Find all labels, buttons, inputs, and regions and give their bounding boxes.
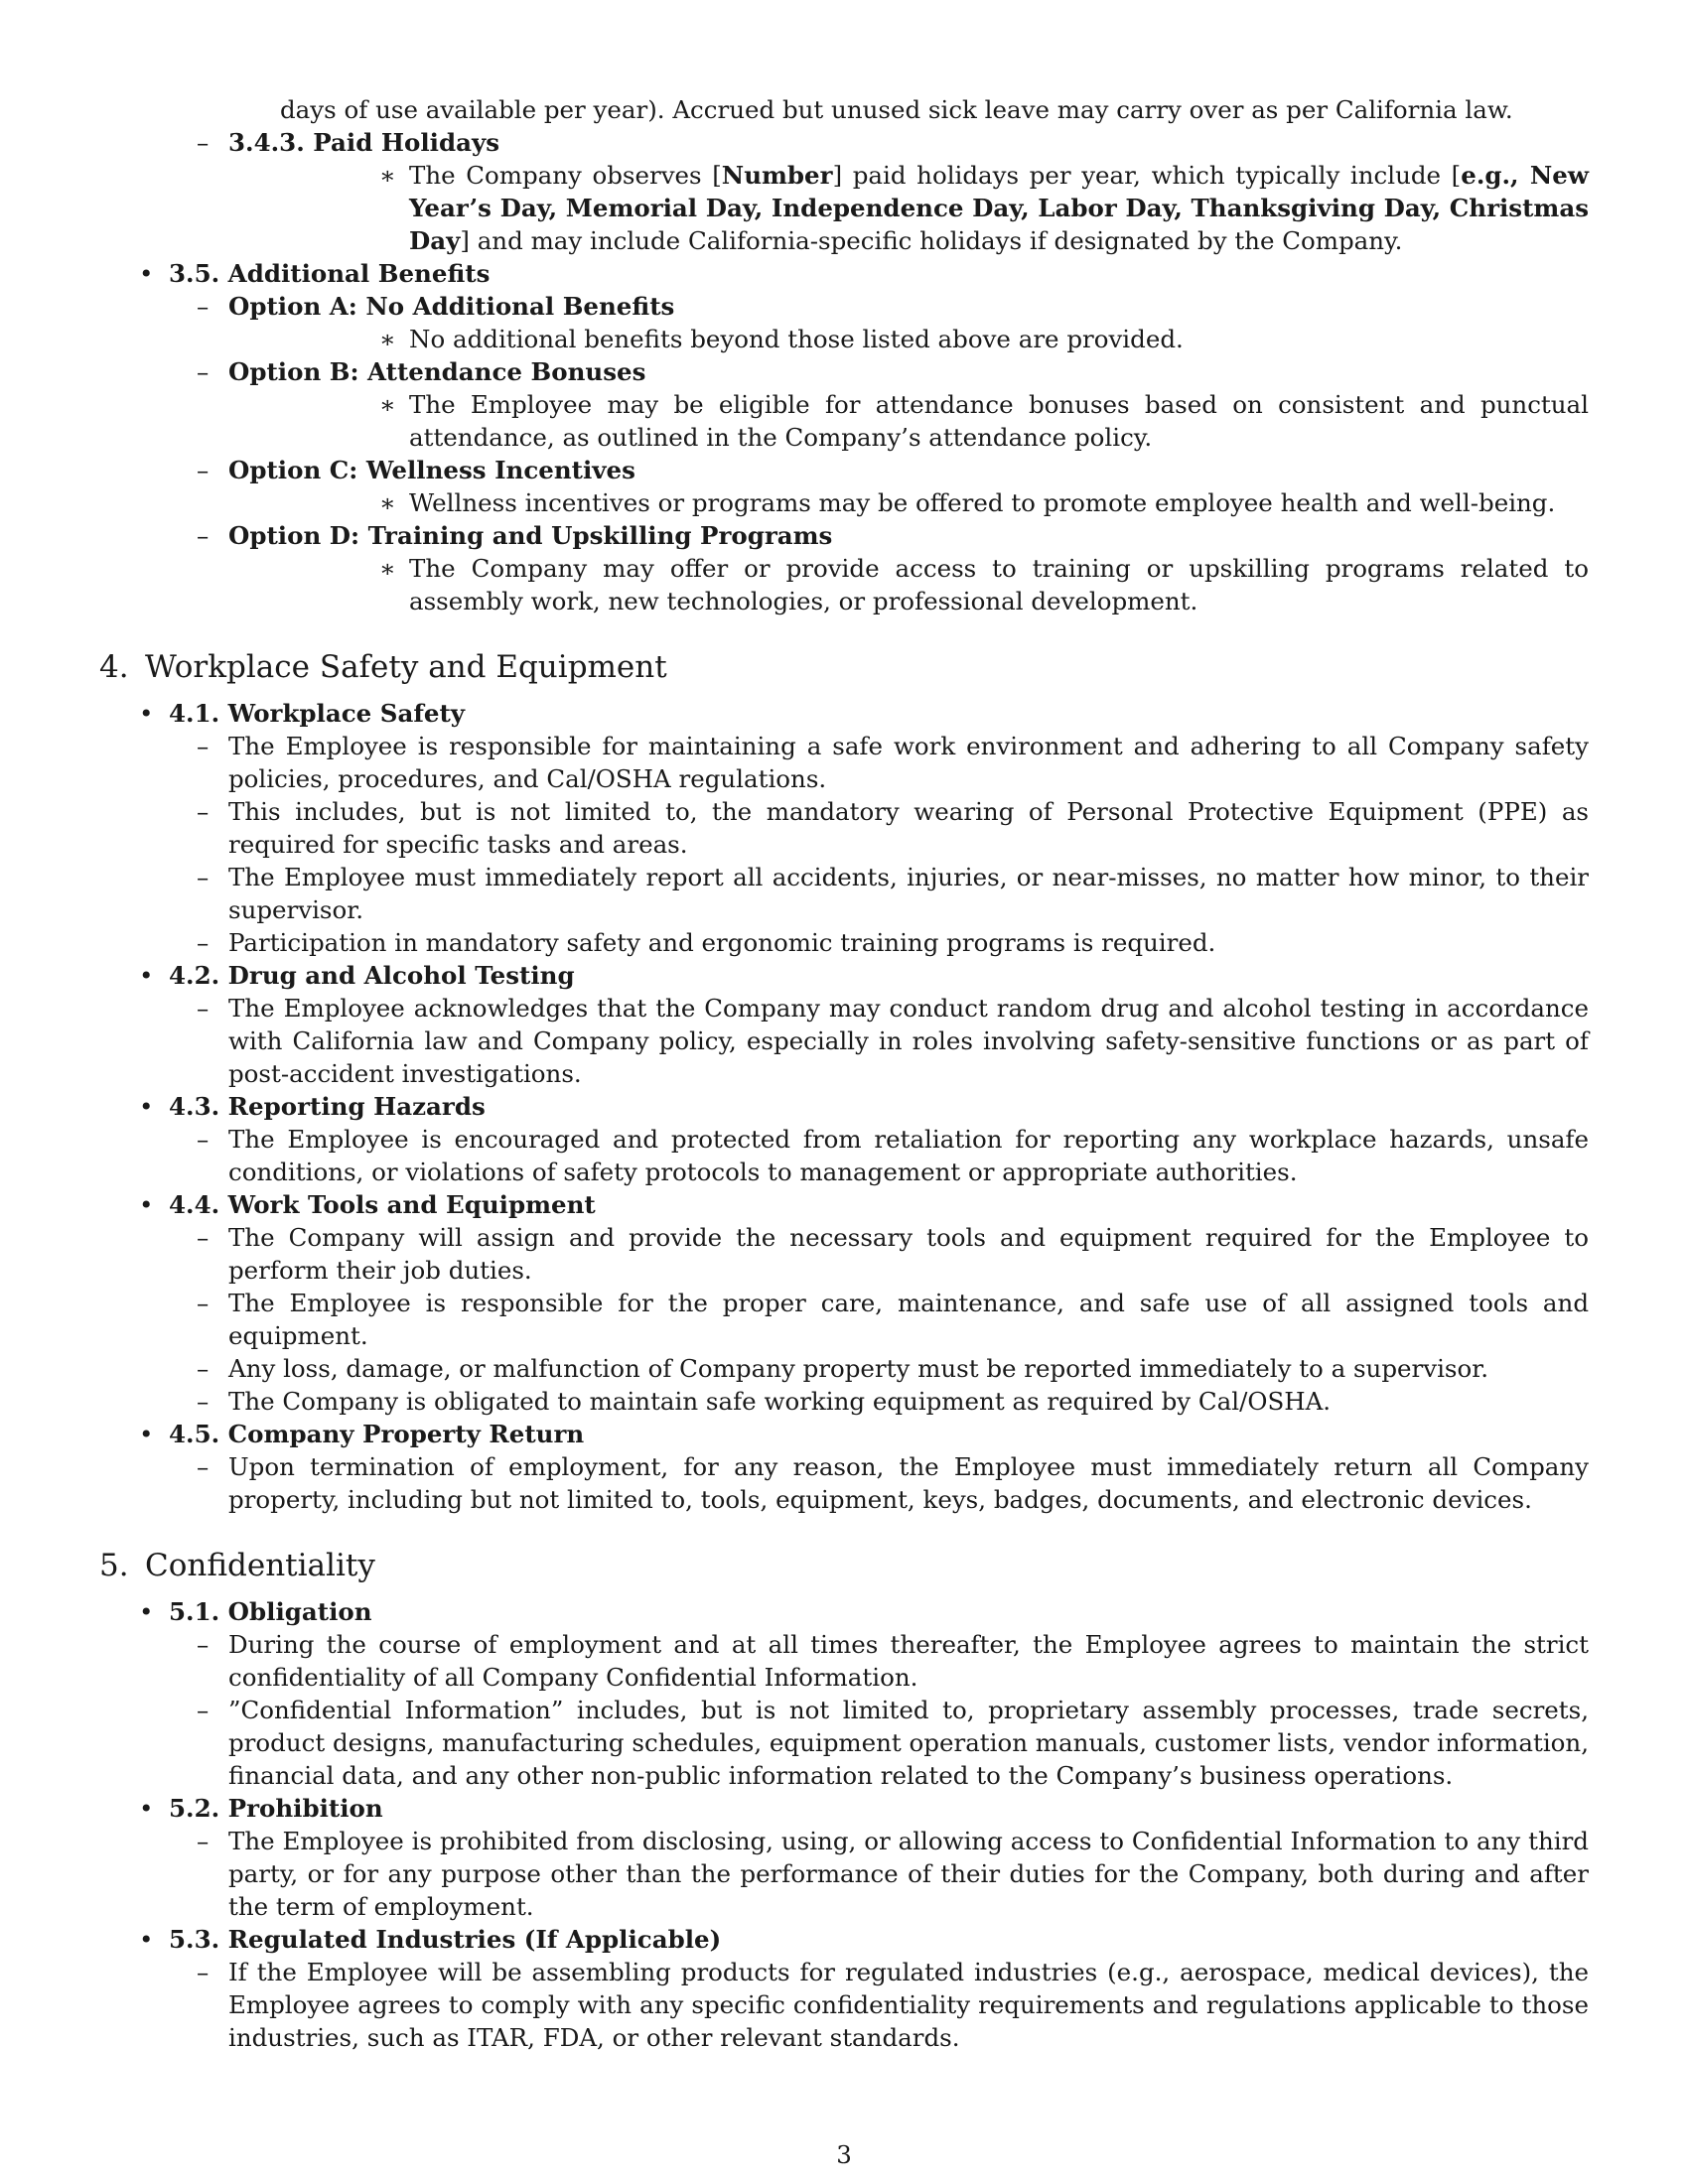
- list-item: [99, 1628, 1589, 1694]
- list-item: [99, 1825, 1589, 1923]
- point-text: The Employee is encouraged and protected from retaliation for reporting any workplace hazards, unsafe conditions, or violations of safety protocols to management or appropriate authorities.: [228, 1125, 1589, 1186]
- text-span: ] and may include California-specific holidays if designated by the Company.: [460, 226, 1403, 255]
- subsection-3-4-3: [99, 126, 1589, 257]
- dash-marker: –: [197, 1125, 210, 1154]
- list-item: [228, 159, 1589, 257]
- option-text: The Company may offer or provide access to training or upskilling programs related to assembly work, new technologies, or professional development.: [409, 554, 1589, 615]
- option-title: Option C: Wellness Incentives: [228, 456, 635, 484]
- dash-marker: –: [197, 1289, 210, 1317]
- bullet-marker: •: [139, 259, 154, 288]
- list-item: [228, 388, 1589, 454]
- option-item: [99, 290, 1589, 355]
- subsection-heading-text: 4.3. Reporting Hazards: [169, 1092, 486, 1121]
- list-item: [99, 1352, 1589, 1385]
- spacer: [99, 617, 1589, 647]
- dash-marker: –: [197, 1827, 210, 1855]
- dash-marker: –: [197, 357, 210, 386]
- list-item: [99, 992, 1589, 1090]
- asterisk-marker: ∗: [379, 161, 396, 190]
- subsection-points: [99, 1956, 1589, 2054]
- subsection-heading-item: [99, 1090, 1589, 1123]
- option-text: Wellness incentives or programs may be offered to promote employee health and well-being.: [409, 488, 1556, 517]
- subsection: [99, 1595, 1589, 1628]
- placeholder-number: Number: [721, 161, 833, 190]
- list-item: [99, 730, 1589, 795]
- subsection-heading-item: [99, 1595, 1589, 1628]
- section-title-text: Workplace Safety and Equipment: [145, 649, 667, 685]
- bullet-marker: •: [139, 1420, 154, 1448]
- subsection-heading: [99, 126, 1589, 257]
- list-item: [99, 1385, 1589, 1418]
- subsection-points: [99, 1628, 1589, 1792]
- point-text: Participation in mandatory safety and ergonomic training programs is required.: [228, 928, 1216, 957]
- option-title: Option D: Training and Upskilling Programs: [228, 521, 833, 550]
- list-item: [99, 1287, 1589, 1352]
- section-number: 4.: [99, 649, 129, 685]
- dash-marker: –: [197, 456, 210, 484]
- section-3-5: [99, 257, 1589, 290]
- subsection: [99, 959, 1589, 992]
- subsection-points: [99, 1825, 1589, 1923]
- subsection: [99, 1090, 1589, 1123]
- subsection-heading-item: [99, 1418, 1589, 1450]
- point-text: During the course of employment and at all times thereafter, the Employee agrees to maintain the strict confidentiality of all Company Confidential Information.: [228, 1630, 1589, 1692]
- list-item: [99, 1221, 1589, 1287]
- subsection-heading-text: 5.2. Prohibition: [169, 1794, 383, 1823]
- section-heading-text: 3.5. Additional Benefits: [169, 259, 491, 288]
- point-text: The Employee acknowledges that the Company may conduct random drug and alcohol testing in accordance with California law and Company policy, especially in roles involving safety-sensitive functions or as part of post-accident investigations.: [228, 994, 1589, 1088]
- section-title: [99, 1546, 1589, 1585]
- dash-marker: –: [197, 994, 210, 1023]
- option-item: [99, 355, 1589, 454]
- subsection: [99, 1188, 1589, 1221]
- list-item: [228, 552, 1589, 617]
- subsection-heading-item: [99, 1792, 1589, 1825]
- option-detail-list: [228, 388, 1589, 454]
- subsection: [99, 1418, 1589, 1450]
- paid-holidays-list: [228, 159, 1589, 257]
- page-number: 3: [836, 2140, 852, 2169]
- subsection-heading-text: 5.3. Regulated Industries (If Applicable): [169, 1925, 722, 1954]
- dash-marker: –: [197, 928, 210, 957]
- bullet-marker: •: [139, 1794, 154, 1823]
- dash-marker: –: [197, 1630, 210, 1659]
- point-text: The Employee is prohibited from disclosing, using, or allowing access to Confidential Information to any third party, or for any purpose other than the performance of their duties for the Company, both during and after the term of employment.: [228, 1827, 1589, 1921]
- list-item: [99, 1694, 1589, 1792]
- bullet-marker: •: [139, 1925, 154, 1954]
- bullet-marker: •: [139, 699, 154, 728]
- asterisk-marker: ∗: [379, 390, 396, 419]
- list-item: [99, 1956, 1589, 2054]
- options-list: [99, 290, 1589, 617]
- point-text: The Employee is responsible for the proper care, maintenance, and safe use of all assigned tools and equipment.: [228, 1289, 1589, 1350]
- dash-marker: –: [197, 1387, 210, 1416]
- section-title-text: Confidentiality: [145, 1548, 375, 1583]
- bullet-marker: •: [139, 961, 154, 990]
- asterisk-marker: ∗: [379, 554, 396, 583]
- subsection-points: [99, 1123, 1589, 1188]
- option-title: Option A: No Additional Benefits: [228, 292, 675, 321]
- point-text: If the Employee will be assembling products for regulated industries (e.g., aerospace, medical devices), the Employee agrees to comply with any specific confidentiality requirements and regulations applicable to those industries, such as ITAR, FDA, or other relevant standards.: [228, 1958, 1589, 2052]
- point-text: The Company will assign and provide the necessary tools and equipment required for the Employee to perform their job duties.: [228, 1223, 1589, 1285]
- dash-marker: –: [197, 1354, 210, 1383]
- subsection-points: [99, 992, 1589, 1090]
- dash-marker: –: [197, 1958, 210, 1986]
- list-item: [99, 1123, 1589, 1188]
- point-text: The Employee is responsible for maintaining a safe work environment and adhering to all Company safety policies, procedures, and Cal/OSHA regulations.: [228, 732, 1589, 793]
- option-item: [99, 454, 1589, 519]
- subsection: [99, 1792, 1589, 1825]
- spacer: [99, 1585, 1589, 1595]
- dash-marker: –: [197, 521, 210, 550]
- point-text: The Company is obligated to maintain safe working equipment as required by Cal/OSHA.: [228, 1387, 1332, 1416]
- list-item: [99, 795, 1589, 861]
- subsection: [99, 697, 1589, 730]
- dash-marker: –: [197, 797, 210, 826]
- document-page: [99, 93, 1589, 2054]
- subsection-heading-item: [99, 959, 1589, 992]
- dash-marker: –: [197, 1452, 210, 1481]
- dash-marker: –: [197, 732, 210, 760]
- text-span: ] paid holidays per year, which typically include [: [832, 161, 1462, 190]
- spacer: [99, 1516, 1589, 1546]
- list-item: [228, 486, 1589, 519]
- text-span: The Company observes [: [409, 161, 722, 190]
- bullet-marker: •: [139, 1190, 154, 1219]
- dash-marker: –: [197, 128, 210, 157]
- section-5-body: [99, 1595, 1589, 2054]
- option-item: [99, 519, 1589, 617]
- subsection-heading-text: 3.4.3. Paid Holidays: [228, 128, 500, 157]
- point-text: The Employee must immediately report all accidents, injuries, or near-misses, no matter how minor, to their supervisor.: [228, 863, 1589, 924]
- option-detail-list: [228, 323, 1589, 355]
- option-title: Option B: Attendance Bonuses: [228, 357, 646, 386]
- option-detail-list: [228, 486, 1589, 519]
- subsection-heading-text: 4.5. Company Property Return: [169, 1420, 585, 1448]
- point-text: This includes, but is not limited to, the mandatory wearing of Personal Protective Equipment (PPE) as required for specific tasks and areas.: [228, 797, 1589, 859]
- subsection-heading-item: [99, 1923, 1589, 1956]
- subsection-points: [99, 1221, 1589, 1418]
- dash-marker: –: [197, 863, 210, 891]
- subsection-heading-text: 4.2. Drug and Alcohol Testing: [169, 961, 575, 990]
- section-title: [99, 647, 1589, 687]
- subsection-heading-text: 4.1. Workplace Safety: [169, 699, 466, 728]
- spacer: [99, 687, 1589, 697]
- subsection-heading-item: [99, 697, 1589, 730]
- option-text: The Employee may be eligible for attendance bonuses based on consistent and punctual attendance, as outlined in the Company’s attendance policy.: [409, 390, 1589, 452]
- point-text: ”Confidential Information” includes, but is not limited to, proprietary assembly processes, trade secrets, product designs, manufacturing schedules, equipment operation manuals, customer lists, vendor information, financial data, and any other non-public information related to the Company’s business operations.: [228, 1696, 1589, 1790]
- subsection-points: [99, 1450, 1589, 1516]
- list-item: [99, 861, 1589, 926]
- point-text: Any loss, damage, or malfunction of Company property must be reported immediately to a supervisor.: [228, 1354, 1489, 1383]
- subsection-heading-text: 5.1. Obligation: [169, 1597, 372, 1626]
- list-item: [99, 926, 1589, 959]
- lead-line: days of use available per year). Accrued but unused sick leave may carry over as per California law.: [280, 95, 1513, 124]
- section-heading-item: [99, 257, 1589, 290]
- option-text: No additional benefits beyond those listed above are provided.: [409, 325, 1184, 353]
- dash-marker: –: [197, 292, 210, 321]
- list-item: [228, 323, 1589, 355]
- subsection-heading-item: [99, 1188, 1589, 1221]
- dash-marker: –: [197, 1696, 210, 1724]
- bullet-marker: •: [139, 1092, 154, 1121]
- subsection: [99, 1923, 1589, 1956]
- holiday-examples: e.g., New Year’s Day, Memorial Day, Independence Day, Labor Day, Thanksgiving Day, Christmas Day: [409, 161, 1589, 255]
- section-4-body: [99, 697, 1589, 1516]
- dash-marker: –: [197, 1223, 210, 1252]
- subsection-heading-text: 4.4. Work Tools and Equipment: [169, 1190, 596, 1219]
- section-number: 5.: [99, 1548, 129, 1583]
- option-detail-list: [228, 552, 1589, 617]
- asterisk-marker: ∗: [379, 488, 396, 517]
- asterisk-marker: ∗: [379, 325, 396, 353]
- point-text: Upon termination of employment, for any reason, the Employee must immediately return all Company property, including but not limited to, tools, equipment, keys, badges, documents, and electronic devices.: [228, 1452, 1589, 1514]
- bullet-marker: •: [139, 1597, 154, 1626]
- list-item: [99, 1450, 1589, 1516]
- subsection-points: [99, 730, 1589, 959]
